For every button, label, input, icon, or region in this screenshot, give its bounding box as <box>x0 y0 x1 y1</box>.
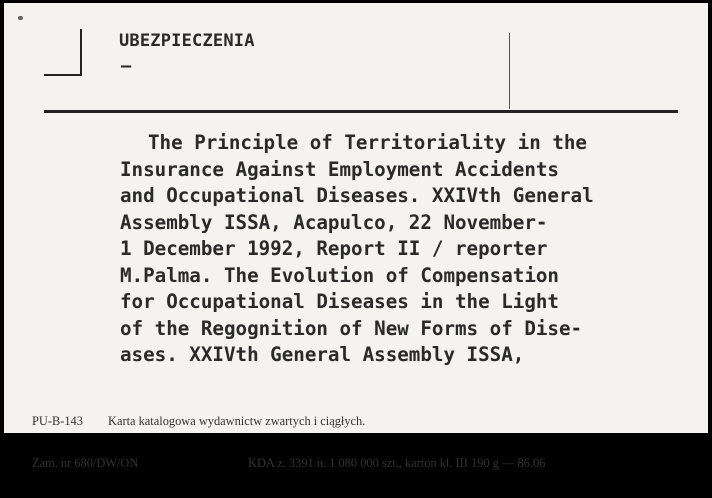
subject-heading: UBEZPIECZENIA <box>119 31 255 51</box>
entry-line: and Occupational Diseases. XXIVth General <box>120 184 594 207</box>
form-description: Karta katalogowa wydawnictw zwartych i ciągłych. <box>108 414 366 428</box>
entry-line: of the Regognition of New Forms of Dise- <box>120 316 583 340</box>
entry-line: The Principle of Territoriality in the <box>148 131 587 154</box>
corner-bracket-vertical <box>80 29 82 75</box>
ink-speck <box>18 16 23 20</box>
form-code: PU-B-143 <box>32 414 83 428</box>
imprint-row-2 <box>32 456 692 470</box>
header-rule <box>44 110 678 113</box>
bibliographic-entry <box>120 130 690 369</box>
imprint-row-1 <box>32 414 692 428</box>
entry-line: Insurance Against Employment Accidents <box>120 157 559 181</box>
entry-line: M.Palma. The Evolution of Compensation <box>120 263 559 287</box>
entry-line: for Occupational Diseases in the Light <box>120 290 559 313</box>
corner-bracket-horizontal <box>44 74 82 76</box>
entry-line: 1 December 1992, Report II / reporter <box>120 237 548 260</box>
print-details: KDA z. 3391 n. 1 080 000 szt., karton kl. III 190 g — 86.06 <box>248 456 546 470</box>
subject-subheading: – <box>121 56 132 76</box>
entry-line: Assembly ISSA, Acapulco, 22 November- <box>120 210 548 234</box>
card-imprint <box>32 386 692 498</box>
catalog-card <box>4 3 708 470</box>
order-number: Zam. nr 680/DW/ON <box>32 456 139 470</box>
header-divider <box>509 33 510 109</box>
entry-line: ases. XXIVth General Assembly ISSA, <box>120 343 525 366</box>
